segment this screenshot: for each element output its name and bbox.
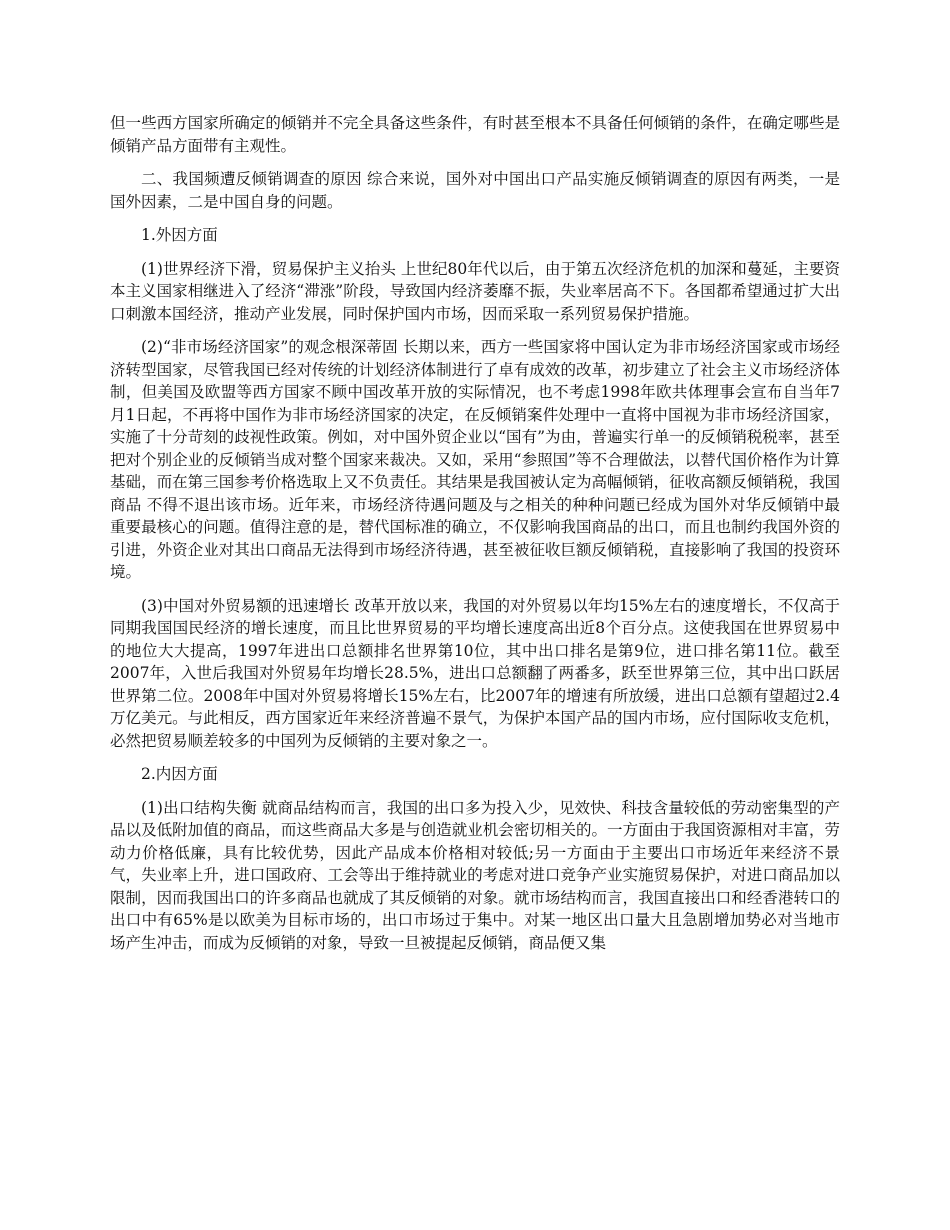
paragraph-external-1: (1)世界经济下滑，贸易保护主义抬头 上世纪80年代以后，由于第五次经济危机的加深和蔓延，主要资本主义国家相继进入了经济“滞涨”阶段，导致国内经济萎靡不振，失业率居高不下。各国都希望通过扩大出口刺激本国经济，推动产业发展，同时保护国内市场，因而采取一系列贸易保护措施。 [110,259,840,323]
paragraph-internal-1: (1)出口结构失衡 就商品结构而言，我国的出口多为投入少，见效快、科技含量较低的劳动密集型的产品以及低附加值的商品，而这些商品大多是与创造就业机会密切相关的。一方面由于我国资源相对丰富，劳动力价格低廉，具有比较优势，因此产品成本价格相对较低;另一方面由于主要出口市场近年来经济不景气，失业率上升，进口国政府、工会等出于维持就业的考虑对进口竞争产业实施贸易保护，对进口商品加以限制，因而我国出口的许多商品也就成了其反倾销的对象。就市场结构而言，我国直接出口和经香港转口的出口中有65%是以欧美为目标市场的，出口市场过于集中。对某一地区出口量大且急剧增加势必对当地市场产生冲击，而成为反倾销的对象，导致一旦被提起反倾销，商品便又集 [110,798,840,952]
paragraph-external-2: (2)“非市场经济国家”的观念根深蒂固 长期以来，西方一些国家将中国认定为非市场经济国家或市场经济转型国家，尽管我国已经对传统的计划经济体制进行了卓有成效的改革，初步建立了社会主义市场经济体制，但美国及欧盟等西方国家不顾中国改革开放的实际情况，也不考虑1998年欧共体理事会宣布自当年7月1日起，不再将中国作为非市场经济国家的决定，在反倾销案件处理中一直将中国视为非市场经济国家，实施了十分苛刻的歧视性政策。例如，对中国外贸企业以“国有”为由，普遍实行单一的反倾销税税率，甚至把对个别企业的反倾销当成对整个国家来裁决。又如，采用“参照国”等不合理做法，以替代国价格作为计算基础，而在第三国参考价格选取上又不负责任。其结果是我国被认定为高幅倾销，征收高额反倾销税，我国商品 不得不退出该市场。近年来，市场经济待遇问题及与之相关的种种问题已经成为国外对华反倾销中最重要最核心的问题。值得注意的是，替代国标准的确立，不仅影响我国商品的出口，而且也制约我国外资的引进，外资企业对其出口商品无法得到市场经济待遇，甚至被征收巨额反倾销税，直接影响了我国的投资环境。 [110,338,840,581]
document-body [110,112,840,965]
paragraph-section-2-intro: 二、我国频遭反倾销调查的原因 综合来说，国外对中国出口产品实施反倾销调查的原因有两类，一是国外因素，二是中国自身的问题。 [110,170,840,211]
heading-internal-factors: 2.内因方面 [141,765,218,783]
paragraph-external-3: (3)中国对外贸易额的迅速增长 改革开放以来，我国的对外贸易以年均15%左右的速度增长，不仅高于同期我国国民经济的增长速度，而且比世界贸易的平均增长速度高出近8个百分点。这使我国在世界贸易中的地位大大提高，1997年进出口总额排名世界第10位，其中出口排名是第9位，进口排名第11位。截至2007年，入世后我国对外贸易年均增长28.5%，进出口总额翻了两番多，跃至世界第三位，其中出口跃居世界第二位。2008年中国对外贸易将增长15%左右，比2007年的增速有所放缓，进出口总额有望超过2.4万亿美元。与此相反，西方国家近年来经济普遍不景气，为保护本国产品的国内市场，应付国际收支危机，必然把贸易顺差较多的中国列为反倾销的主要对象之一。 [110,596,840,750]
paragraph-1: 但一些西方国家所确定的倾销并不完全具备这些条件，有时甚至根本不具备任何倾销的条件，在确定哪些是倾销产品方面带有主观性。 [110,114,840,155]
heading-external-factors: 1.外因方面 [141,226,218,244]
